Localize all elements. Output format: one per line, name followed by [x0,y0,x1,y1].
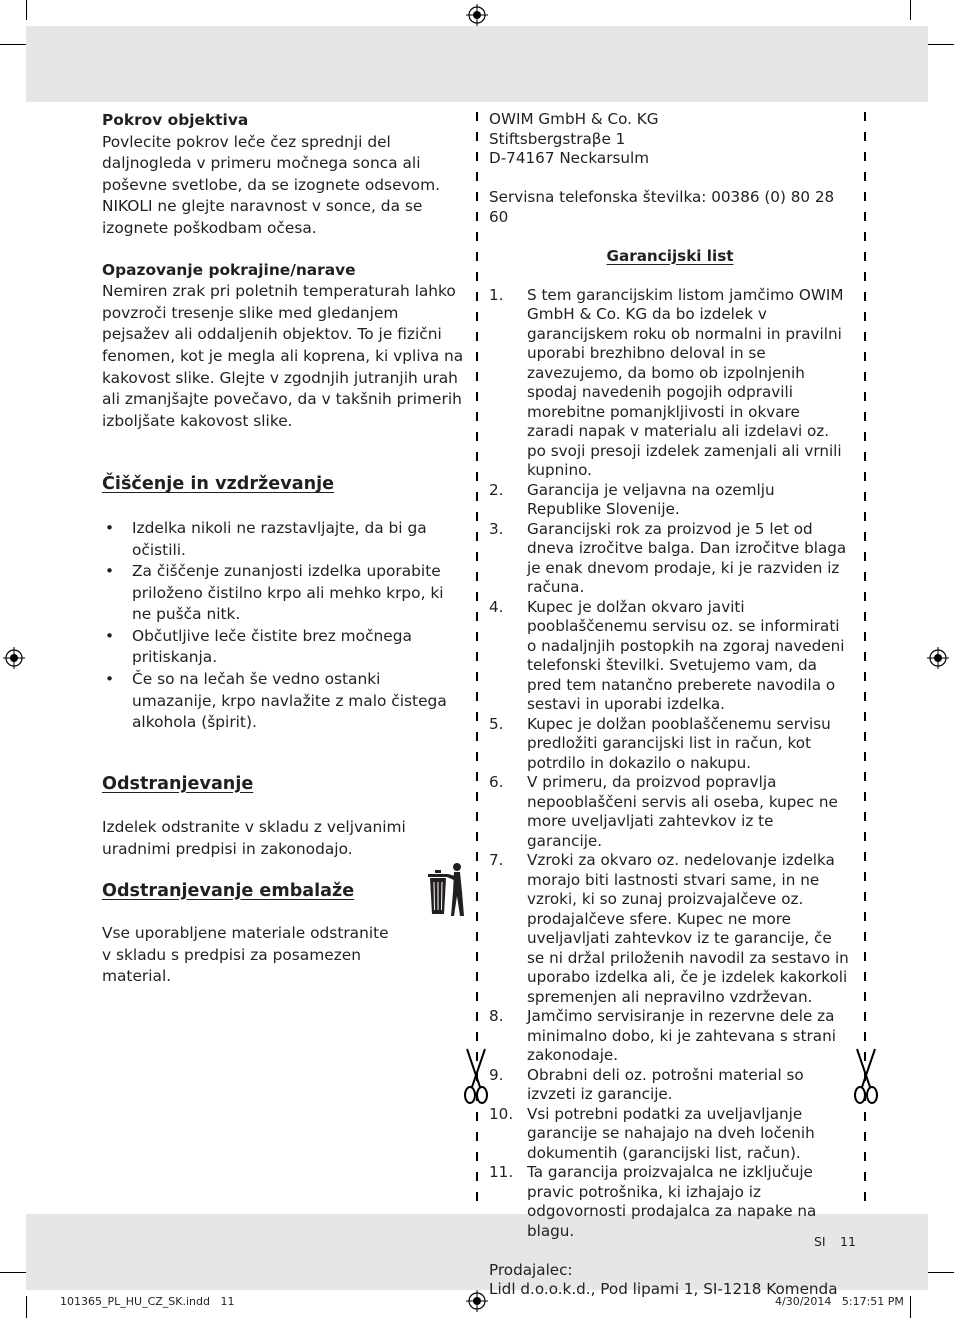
item-text: Jamčimo servisiranje in rezervne dele za minimalno dobo, ki je zahtevana s strani zakonodaje. [527,1007,836,1064]
packaging-disposal-text: Vse uporabljene materiale odstranite v skladu s predpisi za posamezen material. [102,924,389,986]
item-number: 10. [489,1104,514,1123]
item-text: S tem garancijskim listom jamčimo OWIM GmbH & Co. KG da bo izdelek v garancijskem roku ob normalni in pravilni uporabi brezhibno deloval in se zavezujemo, da bomo ob izpolnjenih spodaj navedenih pogojih odpravili morebitne pomanjkljivosti in okvare zaradi napak v materialu ali izdelavi oz. po svoji presoji izdelek zamenjali ali vrnili kupnino. [527,285,844,479]
address-line: OWIM GmbH & Co. KG [489,110,659,128]
packaging-disposal-heading: Odstranjevanje embalaže [102,880,355,901]
list-item [489,520,851,598]
landscape-heading: Opazovanje pokrajine/narave [102,260,356,279]
list-item [489,481,851,520]
cut-line [476,112,478,1202]
crop-mark [0,1272,26,1273]
list-item: • Če so na lečah še vedno ostanki umazanije, krpo navlažite z malo čistega alkohola (špirit). [102,669,466,734]
list-item: • Občutljive leče čistite brez močnega pritiskanja. [102,626,466,669]
crop-mark [26,0,27,20]
item-number: 6. [489,773,504,791]
page-number: 11 [840,1234,856,1249]
left-column [102,110,466,988]
item-number: 2. [489,480,504,499]
list-item [489,1163,851,1241]
disposal-text: Izdelek odstranite v skladu z veljvanimi uradnimi predpisi in zakonodajo. [102,818,406,859]
crop-mark [928,1272,954,1273]
list-item [489,286,851,481]
scissors-icon [852,1047,880,1107]
right-column [489,110,851,1300]
item-number: 5. [489,714,504,733]
warranty-list [489,286,851,1242]
list-item [489,598,851,715]
header-band [26,26,928,102]
list-item [489,1007,851,1066]
item-number: 8. [489,1007,504,1025]
seller-text: Lidl d.o.o.k.d., Pod lipami 1, SI-1218 Komenda [489,1280,838,1298]
address-line: D-74167 Neckarsulm [489,149,650,167]
recycle-bin-icon [424,862,466,918]
item-number: 3. [489,519,504,538]
lens-cover-text: Povlecite pokrov leče čez sprednji del daljnogleda v primeru močnega sonca ali poševne svetlobe, da se izognete odsevom. NIKOLI ne glejte naravnost v sonce, da se izognete poškodbam očesa. [102,132,440,237]
cleaning-list [102,518,466,734]
crop-mark [26,1296,27,1318]
item-text: Ta garancija proizvajalca ne izključuje pravic potrošnika, ki izhajajo iz odgovornosti prodajalca za napake na blagu. [527,1163,817,1240]
crop-mark [910,1296,911,1318]
list-item [489,1105,851,1164]
item-text: Garancija je veljavna na ozemlju Republike Slovenije. [527,480,775,518]
registration-mark-icon [927,647,949,669]
service-phone: Servisna telefonska številka: 00386 (0) 80 28 60 [489,188,835,226]
address-line: Stiftsbergstraβe 1 [489,129,626,148]
cleaning-heading: Čiščenje in vzdrževanje [102,474,335,495]
crop-mark [928,44,954,45]
cut-line [864,112,866,1202]
file-info: 101365_PL_HU_CZ_SK.indd 11 [60,1295,235,1308]
item-text: Vzroki za okvaro oz. nedelovanje izdelka morajo biti lastnosti stvari same, in ne vzroki, ki so zunaj proizvajalčeve oz. prodajalčeve sfere. Kupec ne more uveljavljati zahtevkov iz te garancije, če se ni držal priloženih navodil za sestavo in uporabo izdelka ali, če je izdelek kakorkoli spremenjen ali nepravilno vzdrževan. [527,851,849,1006]
language-code: SI [814,1234,826,1249]
lens-cover-heading: Pokrov objektiva [102,111,249,129]
print-datetime: 4/30/2014 5:17:51 PM [775,1295,904,1308]
crop-mark [910,0,911,20]
list-item [489,1066,851,1105]
item-text: Garancijski rok za proizvod je 5 let od dneva izročitve balga. Dan izročitve blaga je enak dnevom prodaje, ki je razviden iz računa. [527,519,847,596]
landscape-text: Nemiren zrak pri poletnih temperaturah lahko povzroči tresenje slike med gledanjem pejsažev ali oddaljenih objektov. To je fizični fenomen, kot je megla ali koprena, ki vpliva na kakovost slike. Glejte v zgodnjih jutranjih urah ali zmanjšajte povečavo, da v takšnih primerih izboljšate kakovost slike. [102,282,464,430]
item-text: Obrabni deli oz. potrošni material so izvzeti iz garancije. [527,1065,804,1103]
item-number: 9. [489,1065,504,1084]
list-item [489,773,851,851]
registration-mark-icon [466,4,488,26]
disposal-heading: Odstranjevanje [102,773,254,794]
list-item [489,851,851,1007]
item-text: Kupec je dolžan pooblaščenemu servisu predložiti garancijski list in račun, kot potrdilo in dokazilo o nakupu. [527,714,831,772]
item-text: Kupec je dolžan okvaro javiti pooblaščenemu servisu oz. se informirati o nadaljnjih postopkih na zgoraj navedeni telefonski številki. Svetujemo vam, da pred tem natančno preberete navodila o sestavi in uporabi izdelka. [527,597,845,713]
item-text: V primeru, da proizvod popravlja nepooblaščeni servis ali oseba, kupec ne more uveljavljati zahtevkov iz te garancije. [527,773,838,850]
crop-mark [0,44,26,45]
item-number: 7. [489,851,504,869]
scissors-icon [462,1047,490,1107]
seller-label: Prodajalec: [489,1260,573,1279]
item-number: 11. [489,1163,514,1181]
list-item [489,715,851,774]
list-item: • Izdelka nikoli ne razstavljajte, da bi ga očistili. [102,518,466,561]
item-number: 4. [489,597,504,616]
registration-mark-icon [3,647,25,669]
registration-mark-icon [466,1290,488,1312]
list-item: • Za čiščenje zunanjosti izdelka uporabite priloženo čistilno krpo ali mehko krpo, ki ne pušča nitk. [102,561,466,626]
item-number: 1. [489,285,504,304]
warranty-heading: Garancijski list [606,246,734,265]
item-text: Vsi potrebni podatki za uveljavljanje garancije se nahajajo na dveh ločenih dokumentih (garancijski list, račun). [527,1104,815,1162]
